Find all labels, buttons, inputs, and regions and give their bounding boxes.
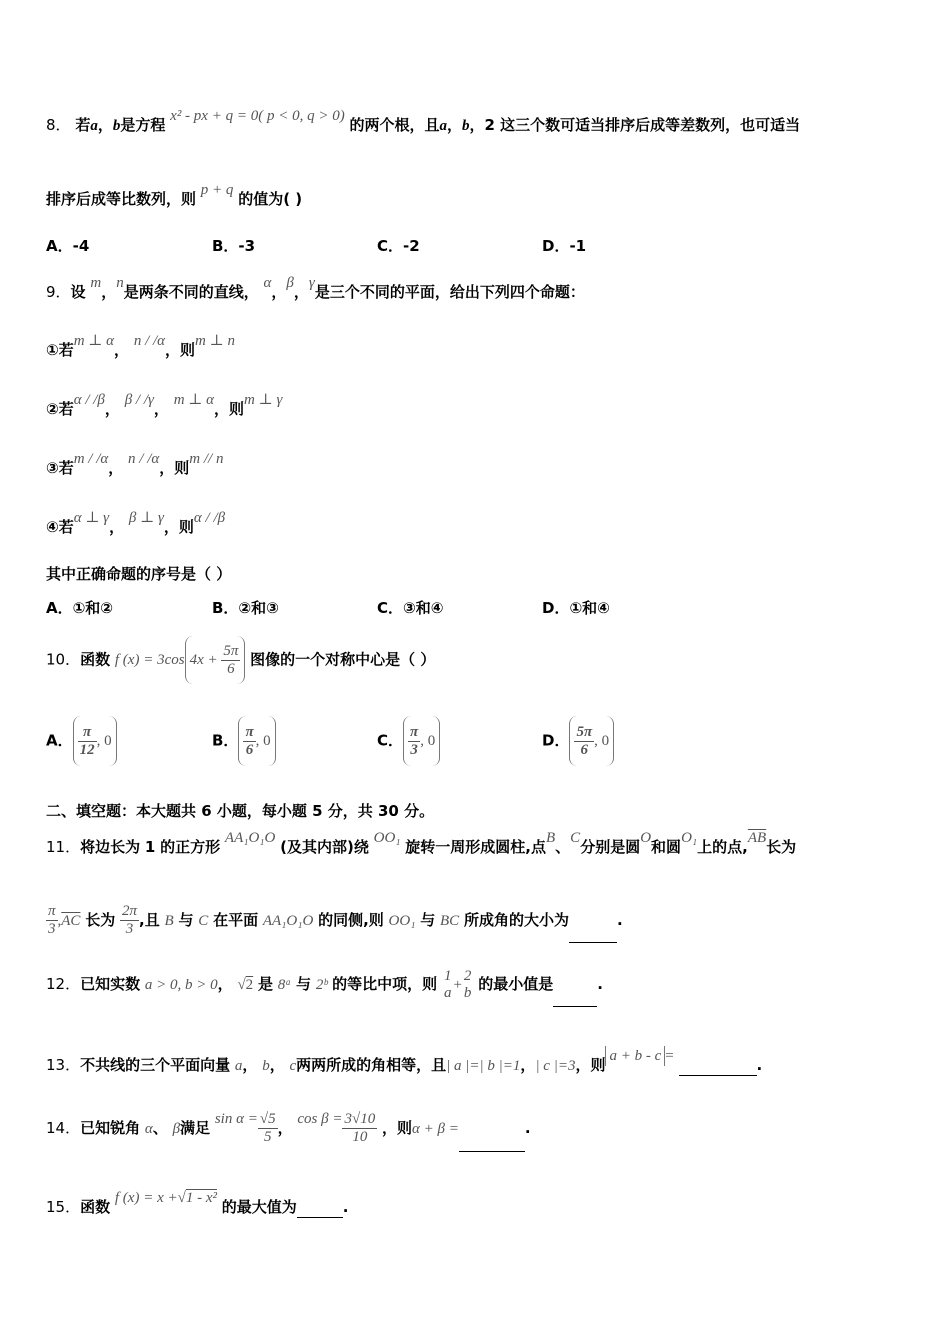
q9-option-b[interactable]: B．②和③ [212,599,279,617]
q11-line2: $\frac{\pi}{3}$ $,\overline{AC}$ 长为 $\frac{2\pi}{3}$ ,且 B 与 C 在平面 AA₁O₁O 的同侧,则 OO₁ 与 BC 所成角的大小为 . [46,898,623,943]
sqrt-2: √2 [237,977,254,993]
q14-answer-blank[interactable] [459,1105,525,1152]
q9-option-c[interactable]: C．③和④ [377,599,444,617]
q13-answer-blank[interactable] [679,1055,757,1076]
q8-expr: p + q [200,182,234,198]
q12-stem: 12．已知实数 a > 0, b > 0， √2 是 8ᵃ 与 2ᵇ 的等比中项，则 1 a + 2 b 的最小值是 . [46,962,603,1007]
q11-answer-blank[interactable] [569,898,617,943]
q10-option-a[interactable]: A． $\frac{\pi}{12}$ , 0 [46,716,117,766]
q11-line1: 11．将边长为 1 的正方形 AA₁O₁O (及其内部)绕 OO₁ 旋转一周形成圆柱,点B、C分别是圆O和圆O₁上的点$,\overline{AB}$长为 [46,830,797,856]
q9-option-d[interactable]: D．①和④ [542,599,610,617]
section-heading: 二、填空题：本大题共 6 小题，每小题 5 分，共 30 分。 [46,802,435,820]
q8-number: 8． [46,116,71,134]
q13-stem: 13．不共线的三个平面向量 a， b， c两两所成的角相等，且| a |=| b |=1，| c |=3，则 a + b - c = . [46,1048,763,1074]
q8-line2: 排序后成等比数列，则 p + q 的值为( ) [46,182,303,208]
q8-option-c[interactable]: C．-2 [377,237,420,255]
q8-option-b[interactable]: B．-3 [212,237,256,255]
q9-option-a[interactable]: A．①和② [46,599,114,617]
q9-question: 其中正确命题的序号是（ ） [46,565,232,583]
q8-line1: 8． 若a，b是方程 x² - px + q = 0( p < 0, q > 0) 的两个根，且a，b，2 这三个数可适当排序后成等差数列，也可适当 [46,108,801,134]
q9-item-2: ②若α / /β， β / /γ， m ⊥ α，则m ⊥ γ [46,392,283,418]
q10-option-b[interactable]: B． $\frac{\pi}{6}$ , 0 [212,716,276,766]
q9-item-1: ①若m ⊥ α， n / /α，则m ⊥ n [46,333,235,359]
q10-stem: 10．函数 f (x) = 3cos 4x + $\frac{5\pi}{6}$ 图像的一个对称中心是（ ） [46,636,435,684]
q15-stem: 15．函数 f (x) = x +√1 - x² 的最大值为 . [46,1190,349,1216]
q10-argument: 4x + $\frac{5\pi}{6}$ [185,636,246,684]
q8-equation: x² - px + q = 0( p < 0, q > 0) [170,108,345,124]
q10-option-c[interactable]: C． $\frac{\pi}{3}$ , 0 [377,716,440,766]
q8-option-a[interactable]: A．-4 [46,237,90,255]
q9-item-4: ④若α ⊥ γ， β ⊥ γ，则α / /β [46,510,226,536]
q14-stem: 14．已知锐角 α、 β满足 sin α = $\frac{√5}{5}$ ， cos β = $\frac{3√10}{10}$ ，则α + β = . [46,1105,531,1152]
q9-stem: 9．设 m，n是两条不同的直线， α，β，γ是三个不同的平面，给出下列四个命题： [46,275,585,301]
q12-answer-blank[interactable] [553,962,597,1007]
q9-item-3: ③若m / /α， n / /α，则m // n [46,451,224,477]
q10-option-d[interactable]: D． $\frac{5\pi}{6}$ , 0 [542,716,614,766]
q15-answer-blank[interactable] [297,1197,343,1218]
q8-option-d[interactable]: D．-1 [542,237,587,255]
